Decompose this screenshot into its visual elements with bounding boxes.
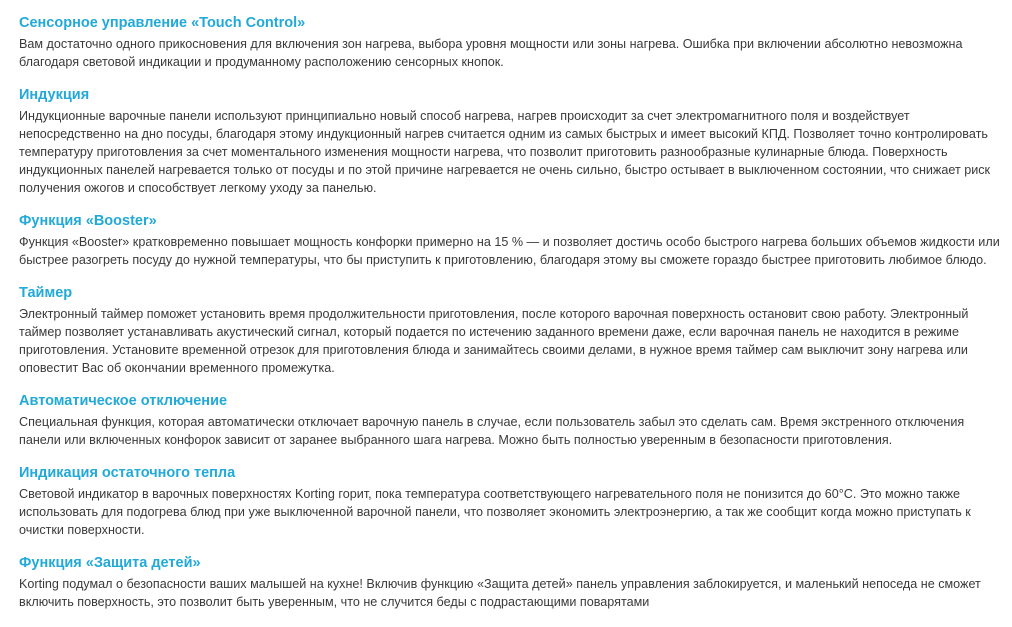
feature-title: Автоматическое отключение: [19, 393, 228, 409]
feature-child-lock: [19, 554, 1002, 611]
feature-booster: [19, 212, 1002, 269]
feature-residual-heat: [19, 464, 1002, 539]
feature-auto-shutoff: [19, 392, 1002, 449]
feature-description: Индукционные варочные панели используют принципиально новый способ нагрева, нагрев происходит за счет электромагнитного поля и воздействует непосредственно на дно посуды, благодаря этому индукционный нагрев считается одним из самых быстрых и имеет высокий КПД. Позволяет точно контролировать температуру приготовления за счет моментального изменения мощности нагрева, что позволит приготовить разнообразные кулинарные блюда. Поверхность индукционных панелей нагревается только от посуды и по этой причине нагревается не очень сильно, быстро остывает в выключенном состоянии, что снижает риск получения ожогов и способствует легкому уходу за панелью.: [19, 109, 991, 195]
feature-description: Световой индикатор в варочных поверхностях Korting горит, пока температура соответствующего нагревательного поля не понизится до 60°С. Это можно также использовать для подогрева блюд при уже выключенной варочной панели, что позволяет экономить электроэнергию, а так же сообщит когда можно приступать к очистки поверхности.: [19, 487, 971, 537]
feature-description: Функция «Booster» кратковременно повышает мощность конфорки примерно на 15 % — и позволяет достичь особо быстрого нагрева больших объемов жидкости или быстрее разогреть посуду до нужной температуры, что бы приступить к приготовлению, благодаря этому вы сможете гораздо быстрее приготовить любимое блюдо.: [19, 235, 1000, 267]
feature-title: Сенсорное управление «Touch Control»: [19, 15, 306, 31]
feature-title: Индукция: [19, 87, 90, 103]
feature-title: Таймер: [19, 285, 73, 301]
feature-description: Вам достаточно одного прикосновения для включения зон нагрева, выбора уровня мощности или зоны нагрева. Ошибка при включении абсолютно невозможна благодаря световой индикации и продуманному расположению сенсорных кнопок.: [19, 37, 963, 69]
feature-description: Специальная функция, которая автоматически отключает варочную панель в случае, если пользователь забыл это сделать сам. Время экстренного отключения панели или включенных конфорок зависит от заранее выбранного шага нагрева. Можно быть полностью уверенным в безопасности приготовления.: [19, 415, 965, 447]
feature-induction: [19, 86, 1002, 197]
feature-description: Korting подумал о безопасности ваших малышей на кухне! Включив функцию «Защита детей» панель управления заблокируется, и маленький непоседа не сможет включить поверхность, это позволит быть уверенным, что не случится беды с подрастающими поварятами: [19, 577, 981, 609]
feature-timer: [19, 284, 1002, 377]
feature-title: Функция «Защита детей»: [19, 555, 201, 571]
feature-touch-control: [19, 14, 1002, 71]
feature-title: Индикация остаточного тепла: [19, 465, 236, 481]
feature-description: Электронный таймер поможет установить время продолжительности приготовления, после которого варочная поверхность остановит свою работу. Электронный таймер позволяет устанавливать акустический сигнал, который подается по истечению заданного времени даже, если варочная панель не находится в режиме приготовления. Установите временной отрезок для приготовления блюда и занимайтесь своими делами, в нужное время таймер сам выключит зону нагрева или оповестит Вас об окончании временного промежутка.: [19, 307, 969, 375]
feature-title: Функция «Booster»: [19, 213, 157, 229]
